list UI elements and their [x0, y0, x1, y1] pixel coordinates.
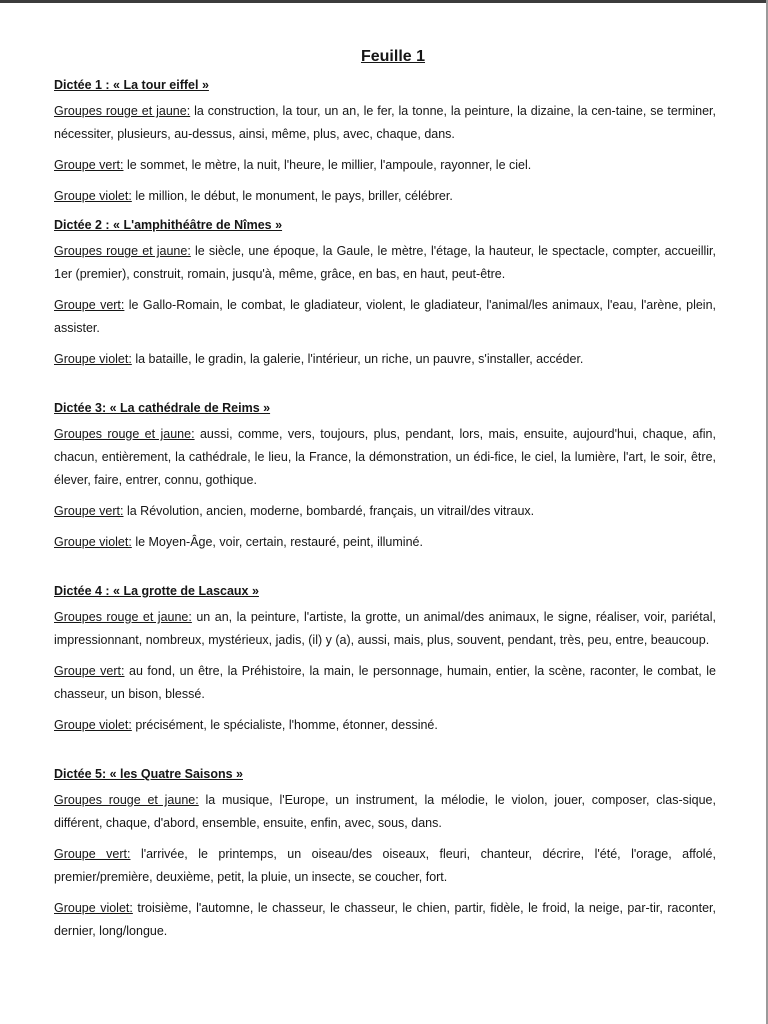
- group-label: Groupe vert:: [54, 298, 125, 312]
- group-words: précisément, le spécialiste, l'homme, étonner, dessiné.: [135, 718, 438, 732]
- group-violet: [54, 348, 716, 371]
- group-words: un an, la peinture, l'artiste, la grotte, un animal/des animaux, le signe, réaliser, voir, pariétal, impressionnant, nombreux, mystérieux, jadis, (il) y (a), aussi, mais, plus, souvent, pendant, très, peu, entre, beaucoup.: [54, 610, 716, 647]
- group-words: le Gallo-Romain, le combat, le gladiateur, violent, le gladiateur, l'animal/les animaux, l'eau, l'arène, plein, assister.: [54, 298, 716, 335]
- worksheet: [54, 48, 716, 951]
- dictee-title: Dictée 2 : « L'amphithéâtre de Nîmes »: [54, 218, 283, 232]
- dictee-2: [54, 216, 716, 371]
- group-words: la construction, la tour, un an, le fer, la tonne, la peinture, la dizaine, la cen-taine, se terminer, nécessiter, plusieurs, au-dessus, ainsi, même, plus, avec, chaque, dans.: [54, 104, 716, 141]
- group-violet: [54, 185, 716, 208]
- group-rouge-jaune: [54, 606, 716, 652]
- group-vert: [54, 843, 716, 889]
- group-label: Groupe violet:: [54, 901, 133, 915]
- group-words: le million, le début, le monument, le pays, briller, célébrer.: [135, 189, 453, 203]
- group-rouge-jaune: [54, 240, 716, 286]
- group-label: Groupes rouge et jaune:: [54, 793, 199, 807]
- group-words: le sommet, le mètre, la nuit, l'heure, le millier, l'ampoule, rayonner, le ciel.: [126, 158, 532, 172]
- group-label: Groupe violet:: [54, 352, 132, 366]
- dictee-title: Dictée 4 : « La grotte de Lascaux »: [54, 584, 259, 598]
- group-words: troisième, l'automne, le chasseur, le chasseur, le chien, partir, fidèle, le froid, la neige, par-tir, raconter, dernier, long/longue.: [54, 901, 716, 938]
- group-label: Groupe vert:: [54, 664, 125, 678]
- group-words: au fond, un être, la Préhistoire, la main, le personnage, humain, entier, la scène, raconter, le combat, le chasseur, un bison, blessé.: [54, 664, 716, 701]
- page-title: Feuille 1: [360, 48, 426, 65]
- group-label: Groupes rouge et jaune:: [54, 610, 192, 624]
- group-vert: [54, 294, 716, 340]
- dictee-title: Dictée 3: « La cathédrale de Reims »: [54, 401, 271, 415]
- dictee-title: Dictée 5: « les Quatre Saisons »: [54, 767, 243, 781]
- group-label: Groupe violet:: [54, 535, 132, 549]
- group-label: Groupe vert:: [54, 158, 124, 172]
- group-words: le Moyen-Âge, voir, certain, restauré, peint, illuminé.: [135, 535, 423, 549]
- group-words: la Révolution, ancien, moderne, bombardé, français, un vitrail/des vitraux.: [126, 504, 535, 518]
- group-words: la bataille, le gradin, la galerie, l'intérieur, un riche, un pauvre, s'installer, accéder.: [135, 352, 584, 366]
- group-label: Groupes rouge et jaune:: [54, 104, 191, 118]
- group-label: Groupe vert:: [54, 504, 124, 518]
- group-rouge-jaune: [54, 100, 716, 146]
- group-vert: [54, 154, 716, 177]
- group-label: Groupe vert:: [54, 847, 131, 861]
- group-vert: [54, 500, 716, 523]
- dictee-title: Dictée 1 : « La tour eiffel »: [54, 78, 209, 92]
- group-rouge-jaune: [54, 789, 716, 835]
- group-words: la musique, l'Europe, un instrument, la mélodie, le violon, jouer, composer, clas-sique, différent, chaque, d'abord, ensemble, ensuite, enfin, avec, sous, dans.: [54, 793, 716, 830]
- group-violet: [54, 714, 716, 737]
- group-label: Groupe violet:: [54, 189, 132, 203]
- group-label: Groupes rouge et jaune:: [54, 427, 195, 441]
- dictee-4: [54, 582, 716, 737]
- dictee-1: [54, 76, 716, 208]
- group-words: le siècle, une époque, la Gaule, le mètre, l'étage, la hauteur, le spectacle, compter, accueillir, 1er (premier), construit, romain, jusqu'à, même, grâce, en bas, en haut, peut-être.: [54, 244, 716, 281]
- group-words: l'arrivée, le printemps, un oiseau/des oiseaux, fleuri, chanteur, décrire, l'été, l'orage, affolé, premier/première, deuxième, petit, la pluie, un insecte, se coucher, fort.: [54, 847, 716, 884]
- group-rouge-jaune: [54, 423, 716, 492]
- dictee-5: [54, 765, 716, 943]
- group-violet: [54, 531, 716, 554]
- group-vert: [54, 660, 716, 706]
- group-label: Groupe violet:: [54, 718, 132, 732]
- group-violet: [54, 897, 716, 943]
- group-label: Groupes rouge et jaune:: [54, 244, 191, 258]
- dictee-3: [54, 399, 716, 554]
- page-top-edge: [0, 0, 768, 3]
- group-words: aussi, comme, vers, toujours, plus, pendant, lors, mais, ensuite, aujourd'hui, chaque, afin, chacun, entièrement, la cathédrale, le lieu, la France, la démonstration, un édi-fice, le ciel, la lumière, l'art, le soir, être, élever, faire, entrer, connu, gothique.: [54, 427, 716, 487]
